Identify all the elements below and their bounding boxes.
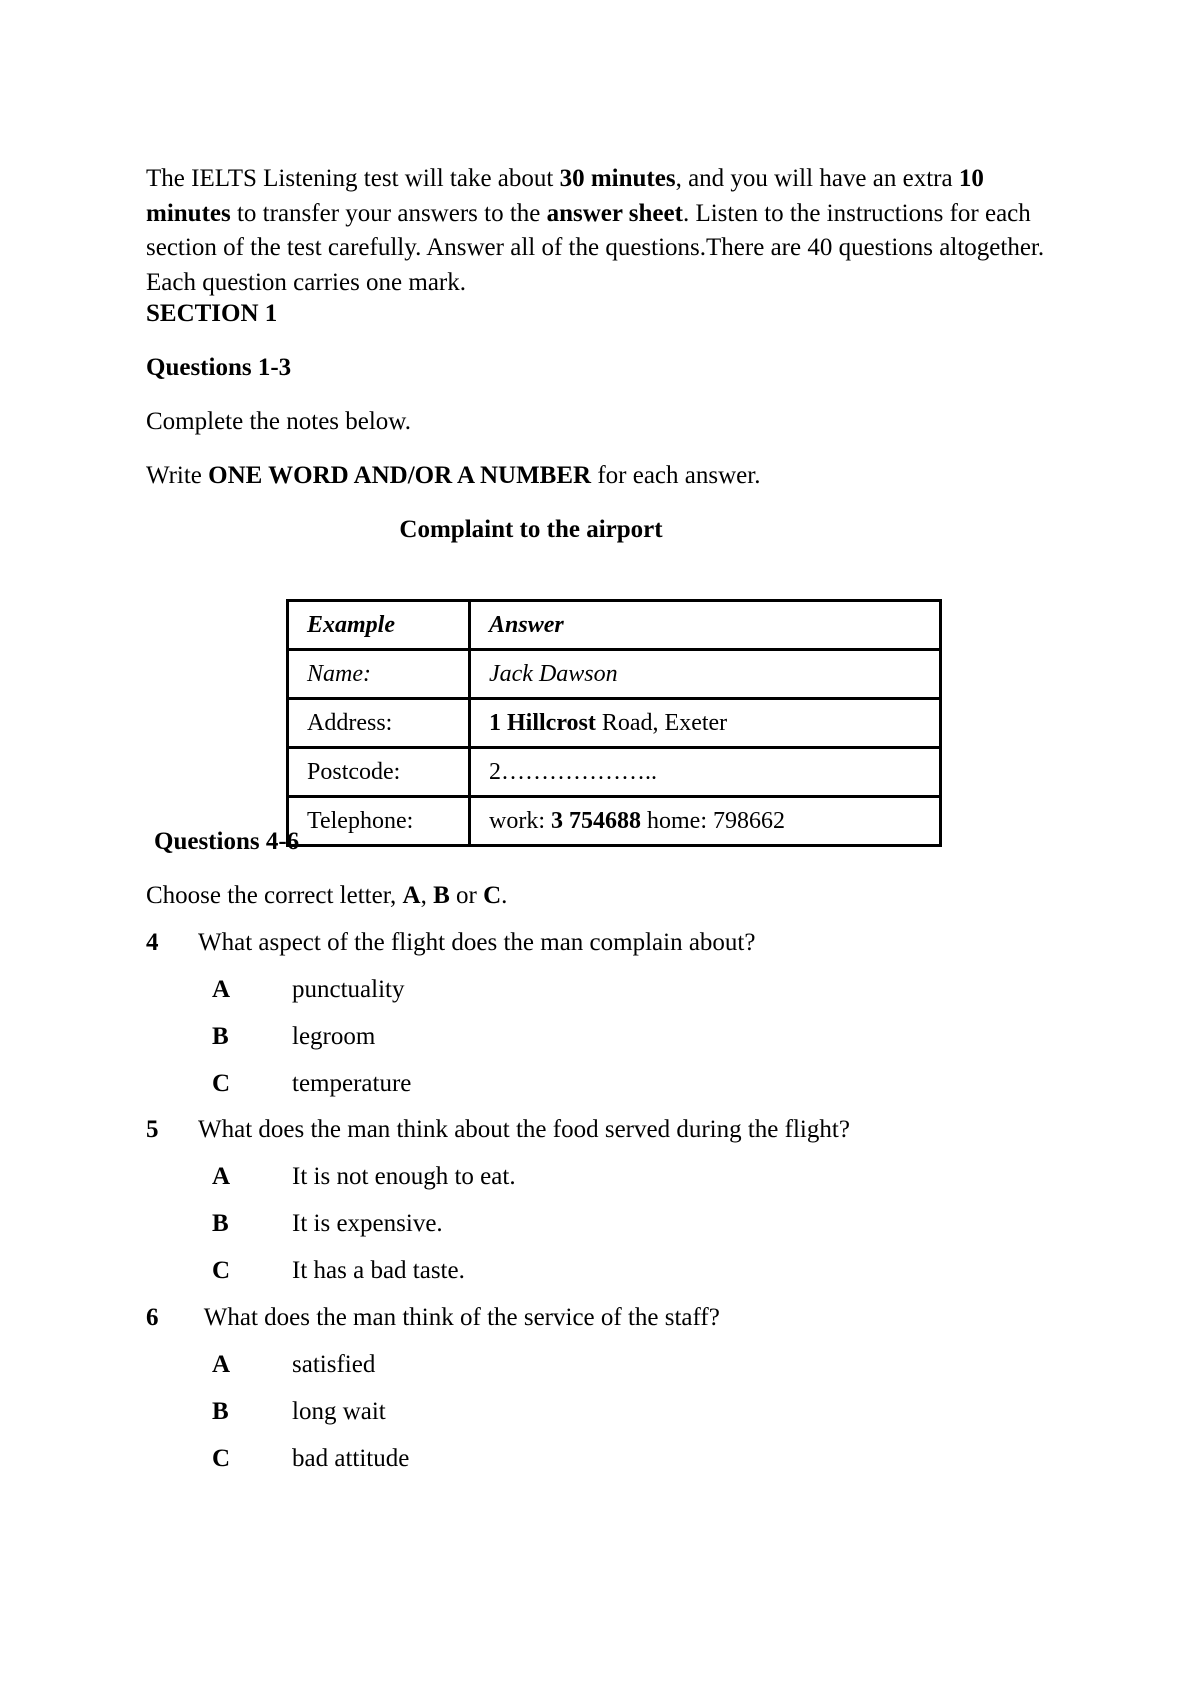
option-row[interactable] xyxy=(212,1351,375,1379)
option-row[interactable] xyxy=(212,1023,375,1051)
option-text: It has a bad taste. xyxy=(292,1257,465,1284)
option-row[interactable] xyxy=(212,1070,411,1098)
document-page xyxy=(146,162,1046,1472)
postcode-label: Postcode: xyxy=(288,748,470,797)
name-label: Name: xyxy=(288,650,470,699)
instruction-text: . xyxy=(501,882,508,909)
postcode-value xyxy=(470,748,941,797)
question-4 xyxy=(146,929,755,957)
option-row[interactable] xyxy=(212,1398,386,1426)
question-text: What aspect of the flight does the man complain about? xyxy=(198,929,756,956)
question-number: 4 xyxy=(146,929,159,956)
questions-1-3-heading: Questions 1-3 xyxy=(146,354,292,381)
option-text: It is not enough to eat. xyxy=(292,1163,516,1190)
option-text: long wait xyxy=(292,1398,386,1425)
option-row[interactable] xyxy=(212,1210,443,1238)
telephone-work-label: work: xyxy=(489,807,551,834)
telephone-value xyxy=(470,797,941,846)
letter-c: C xyxy=(483,882,502,909)
name-value: Jack Dawson xyxy=(470,650,941,699)
option-text: satisfied xyxy=(292,1351,376,1378)
address-rest: Road, Exeter xyxy=(595,709,728,736)
table-row xyxy=(288,699,941,748)
option-row[interactable] xyxy=(212,1445,409,1473)
option-row[interactable] xyxy=(212,976,404,1004)
option-letter: C xyxy=(212,1257,231,1284)
intro-paragraph xyxy=(146,162,1046,300)
question-6 xyxy=(146,1304,720,1332)
intro-text: , and you will have an extra xyxy=(675,165,959,192)
instruction-text: for each answer. xyxy=(591,462,761,489)
question-text: What does the man think of the service of the staff? xyxy=(198,1304,720,1331)
section-title: SECTION 1 xyxy=(146,300,278,327)
question-1-answer: 1 Hillcrost xyxy=(489,709,596,736)
table-row xyxy=(288,797,941,846)
option-text: punctuality xyxy=(292,976,405,1003)
option-row[interactable] xyxy=(212,1163,516,1191)
question-5 xyxy=(146,1116,850,1144)
telephone-label: Telephone: xyxy=(288,797,470,846)
option-letter: A xyxy=(212,1351,231,1378)
option-letter: B xyxy=(212,1398,229,1425)
option-letter: B xyxy=(212,1023,229,1050)
telephone-home: home: 798662 xyxy=(641,807,785,834)
question-2-blank: 2……………….. xyxy=(489,758,657,785)
intro-bold-duration: 30 minutes xyxy=(559,165,676,192)
table-row xyxy=(288,601,941,650)
option-letter: C xyxy=(212,1445,231,1472)
option-text: bad attitude xyxy=(292,1445,410,1472)
questions-4-6-heading: Questions 4-6 xyxy=(154,828,300,855)
option-letter: A xyxy=(212,976,231,1003)
header-answer: Answer xyxy=(470,601,941,650)
table-title: Complaint to the airport xyxy=(399,516,663,543)
address-label: Address: xyxy=(288,699,470,748)
letter-a: A xyxy=(402,882,421,909)
intro-text: The IELTS Listening test will take about xyxy=(146,165,560,192)
word-limit-instruction xyxy=(146,462,760,490)
option-letter: A xyxy=(212,1163,231,1190)
letter-b: B xyxy=(433,882,450,909)
header-example: Example xyxy=(288,601,470,650)
word-limit-bold: ONE WORD AND/OR A NUMBER xyxy=(208,462,592,489)
option-text: It is expensive. xyxy=(292,1210,443,1237)
question-number: 6 xyxy=(146,1304,159,1331)
table-row xyxy=(288,650,941,699)
notes-table xyxy=(286,599,942,847)
questions-1-3-instruction: Complete the notes below. xyxy=(146,408,411,435)
question-text: What does the man think about the food served during the flight? xyxy=(198,1116,850,1143)
intro-text: to transfer your answers to the xyxy=(230,199,547,227)
option-text: temperature xyxy=(292,1070,412,1097)
intro-bold-answer-sheet: answer sheet xyxy=(546,199,683,227)
intro-bold-extra: 10 minutes xyxy=(146,165,984,227)
table-row xyxy=(288,748,941,797)
option-letter: C xyxy=(212,1070,231,1097)
option-text: legroom xyxy=(292,1023,376,1050)
instruction-text: Write xyxy=(146,462,209,489)
question-3-answer: 3 754688 xyxy=(551,807,641,834)
instruction-text: , xyxy=(420,882,434,909)
option-row[interactable] xyxy=(212,1257,465,1285)
instruction-text: or xyxy=(449,882,484,909)
questions-4-6-instruction xyxy=(146,882,507,910)
option-letter: B xyxy=(212,1210,229,1237)
question-number: 5 xyxy=(146,1116,159,1143)
address-value xyxy=(470,699,941,748)
instruction-text: Choose the correct letter, xyxy=(146,882,403,909)
intro-text: . Listen to the instructions for each section of the test carefully. Answer all of the questions.There are 40 questions altogether. Each question carries one mark. xyxy=(146,199,1045,296)
